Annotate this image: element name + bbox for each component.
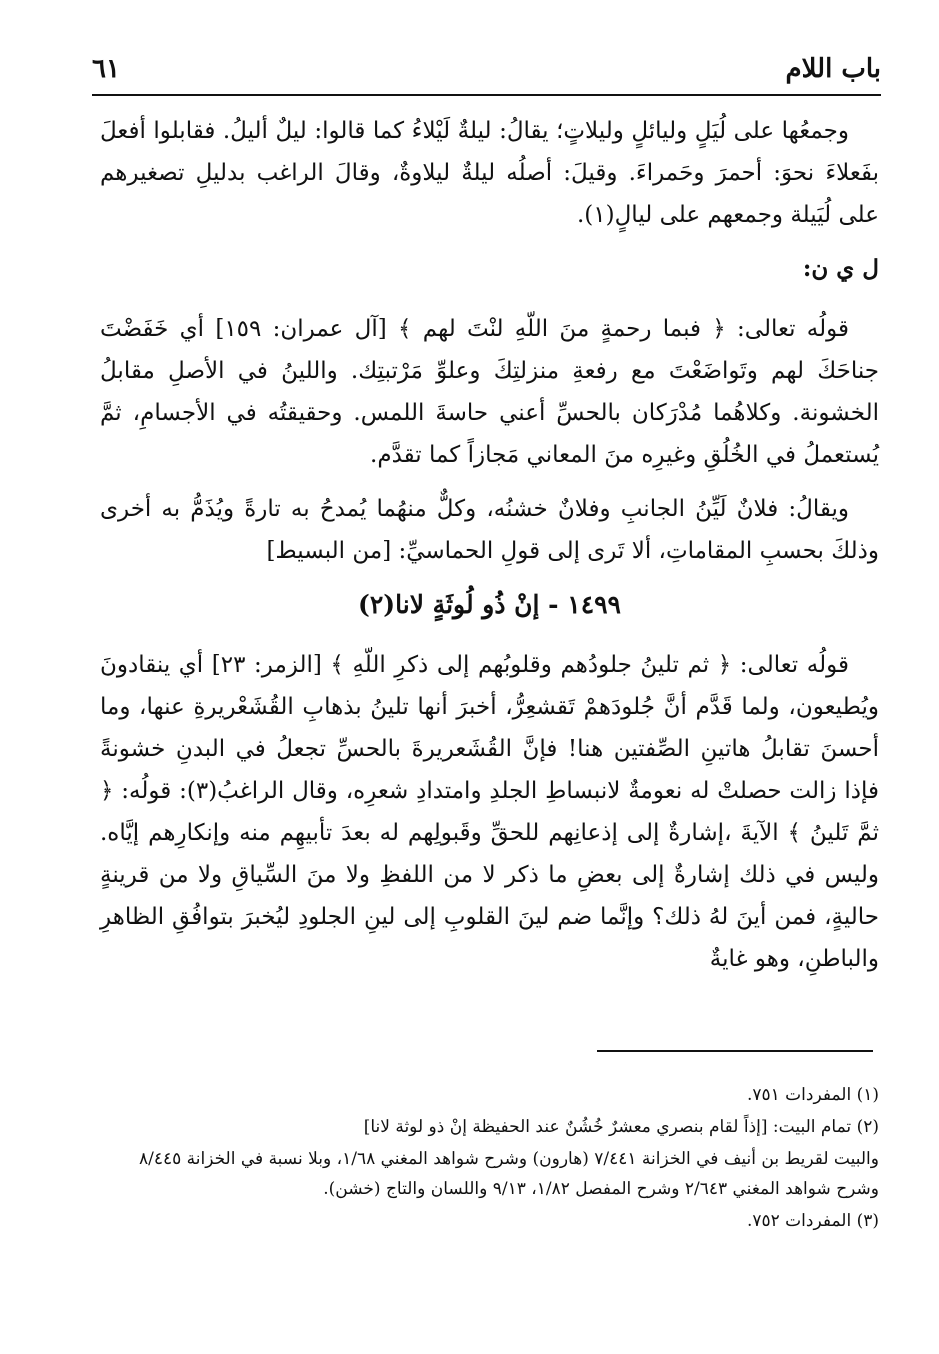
paragraph-2: قولُه تعالى: ﴿ فبما رحمةٍ منَ اللّهِ لنْتَ لهم ﴾ [آل عمران: ١٥٩] أي خَفَضْتَ جناحَكَ لهم وتَواضَعْتَ مع رفعةِ منزلتِكَ وعلوِّ مَرْتبتِك. واللينُ في الأصلِ مقابلُ الخشونة. وكلاهُما مُدْرَكان بالحسِّ أعني حاسةَ اللمس. وحقيقتُه في الأجسامِ، ثمَّ يُستعملُ في الخُلُقِ وغيرِه منَ المعاني مَجازاً كما تقدَّم. xyxy=(100,316,879,468)
footnote-3: (٣) المفردات ٧٥٢. xyxy=(746,1211,879,1231)
main-text xyxy=(100,110,879,992)
paragraph-1: وجمعُها على لُيَلٍ وليائلٍ وليلاتٍ؛ يقالُ: ليلةٌ لَيْلاءُ كما قالوا: ليلٌ أليلُ. فقابلوا أفعلَ بفَعلاءَ نحوَ: أحمرَ وحَمراءَ. وقيلَ: أصلُه ليلةٌ ليلاوةٌ، وقالَ الراغب بدليلِ تصغيرهم على لُيَيلة وجمعهم على ليالٍ(١). xyxy=(100,118,879,228)
footnote-2: (٢) تمام البيت: [إذاً لقام بنصري معشرٌ خُشُنٌ عند الحفيظة إنْ ذو لوثة لانا] xyxy=(363,1117,879,1137)
chapter-title: باب اللام xyxy=(785,54,881,84)
footnote-separator xyxy=(597,1050,873,1052)
footnotes xyxy=(100,1080,879,1238)
paragraph-4: قولُه تعالى: ﴿ ثم تلينُ جلودُهم وقلوبُهم إلى ذكرِ اللّهِ ﴾ [الزمر: ٢٣] أي ينقادونَ ويُطيعون، ولما قَدَّم أنَّ جُلودَهمْ تَقشعِرُّ، أخبرَ أنها تلينُ بذهابِ القُشَعْريرةِ عنها، وما أحسنَ تقابلُ هاتينِ الصِّفتين هنا! فإنَّ القُشَعريرةَ بالحسِّ تجعلُ في البدنِ خشونةً فإذا زالت حصلتْ له نعومةٌ لانبساطِ الجلدِ وامتدادِ شعرِه، وقال الراغبُ(٣): قولُه: ﴿ ثمَّ تَلينُ ﴾ الآيةَ ،إشارةٌ إلى إذعانِهم للحقِّ وقَبولِهم له بعدَ تأبيهِم منه وإنكارِهم إيَّاه. وليس في ذلك إشارةٌ إلى بعضِ ما ذكر لا من اللفظِ ولا منَ السِّياقِ ولا من قرينةٍ حاليةٍ، فمن أينَ لهُ ذلك؟ وإنَّما ضم لينَ القلوبِ إلى لينِ الجلودِ ليُخبرَ بتوافُقِ الظاهرِ والباطنِ، وهو غايةٌ xyxy=(100,652,879,972)
verse-line: ١٤٩٩ - إنْ ذُو لُوثَةٍ لانا(٢) xyxy=(358,590,621,619)
section-heading: ل ي ن: xyxy=(802,255,879,282)
footnote-1: (١) المفردات ٧٥١. xyxy=(746,1085,879,1105)
paragraph-3: ويقالُ: فلانٌ لَيِّنُ الجانبِ وفلانٌ خشنُه، وكلٌّ منهُما يُمدحُ به تارةً ويُذَمُّ به أخرى وذلكَ بحسبِ المقاماتِ، ألا تَرى إلى قولِ الحماسيِّ: [من البسيط] xyxy=(100,496,879,564)
footnote-2-continuation: والبيت لقريط بن أنيف في الخزانة ٧/٤٤١ (هارون) وشرح شواهد المغني ١/٦٨، وبلا نسبة في الخزانة ٨/٤٤٥ وشرح شواهد المغني ٢/٦٤٣ وشرح المفصل ١/٨٢، ٩/١٣ واللسان والتاج (خشن). xyxy=(138,1149,879,1199)
page-header xyxy=(92,44,881,96)
page-number: ٦١ xyxy=(92,54,120,84)
